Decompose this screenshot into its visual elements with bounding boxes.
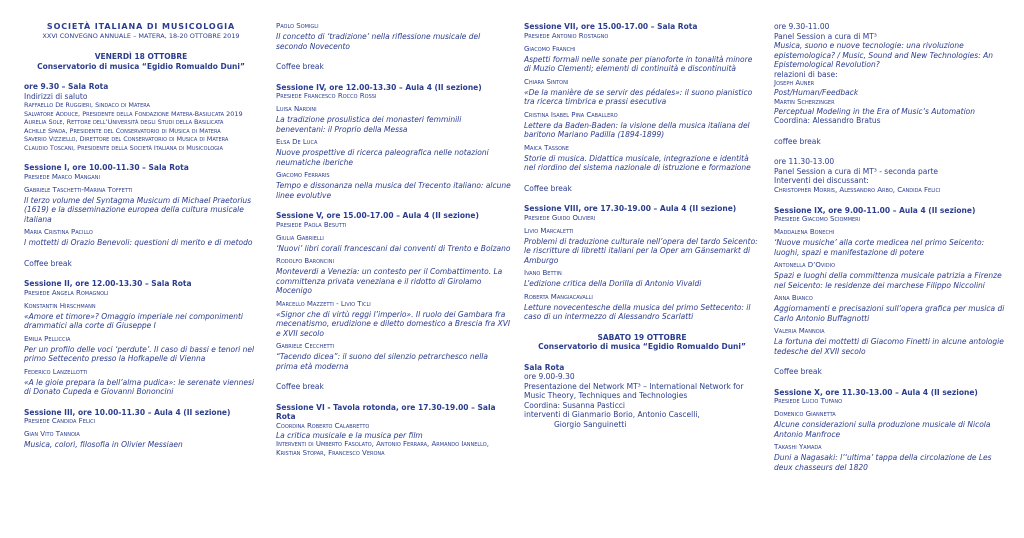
session-line: Claudio Toscani, Presidente della Società Italiana di Musicologia xyxy=(24,143,223,152)
session-chair: Presiede Guido Olivieri xyxy=(524,213,596,222)
paper-title: Aggiornamenti e precisazioni sull’opera grafica per musica di Carlo Antonio Buffagnotti xyxy=(774,304,1005,323)
paper-author: Cristina Isabel Pina Caballero xyxy=(524,110,618,119)
paper-author: Valeria Mannoia xyxy=(774,327,825,335)
program-column-4 xyxy=(774,22,1010,472)
paper-entry xyxy=(276,300,512,339)
day-heading-line: Conservatorio di musica “Egidio Romualdo Duni” xyxy=(538,342,746,351)
coffee-break xyxy=(276,382,512,392)
coffee-break-label: Coffee break xyxy=(276,382,324,391)
paper-entry xyxy=(774,261,1010,290)
paper-author: Maddalena Bonechi xyxy=(774,228,835,236)
session-title: Sala Rota xyxy=(524,362,565,372)
coffee-break-label: Coffee break xyxy=(524,183,572,193)
session-line: Joseph Auner xyxy=(774,79,815,87)
session-line: Perceptual Modeling in the Era of Music’s Automation xyxy=(774,106,976,116)
paper-title: Lettere da Baden-Baden: la visione della musica italiana del baritono Mariano Padilla (1894-1899) xyxy=(524,120,750,139)
session-line: Indirizzi di saluto xyxy=(24,91,88,101)
conference-subtitle: XXVI CONVEGNO ANNUALE – MATERA, 18-20 OTTOBRE 2019 xyxy=(42,32,240,40)
paper-title: Tempo e dissonanza nella musica del Trecento italiano: alcune linee evolutive xyxy=(276,181,511,200)
paper-entry xyxy=(774,327,1010,356)
day-heading-line: SABATO 19 OTTOBRE xyxy=(597,332,687,342)
program-column-1 xyxy=(24,22,258,450)
session-line: ore 11.30-13.00 xyxy=(774,157,835,166)
paper-entry xyxy=(276,234,512,254)
paper-entry xyxy=(774,294,1010,323)
paper-title: La tradizione prosulistica dei monasteri femminili beneventani: il Proprio della Messa xyxy=(276,115,462,134)
program-column-2 xyxy=(276,22,512,458)
paper-entry xyxy=(774,228,1010,257)
paper-title: «Signor che di virtù reggi l’imperio». Il ruolo dei Gambara fra mecenatismo, erudizione e diletto domestico a Brescia fra XVI e XVII secolo xyxy=(276,309,511,338)
paper-author: Luisa Nardini xyxy=(276,105,317,113)
coffee-break xyxy=(276,62,512,72)
paper-entry xyxy=(276,105,512,134)
paper-entry xyxy=(24,228,258,248)
session-line: Interventi dei discussant: xyxy=(774,176,869,185)
session-line: ore 9.30-11.00 xyxy=(774,22,830,31)
session-line: Presentazione del Network MT³ – International Network for Music Theory, Techniques and Technologies xyxy=(524,381,744,400)
paper-author: Federico Lanzellotti xyxy=(24,367,88,376)
paper-title: La fortuna dei mottetti di Giacomo Finetti in alcune antologie tedesche del XVII secolo xyxy=(774,337,1004,356)
paper-author: Maica Tassone xyxy=(524,143,569,152)
paper-author: Gian Vito Tannoia xyxy=(24,430,80,438)
paper-author: Giulia Gabrielli xyxy=(276,233,324,242)
session-line: Salvatore Adduce, Presidente della Fondazione Matera-Basilicata 2019 xyxy=(24,109,243,118)
paper-title: Storie di musica. Didattica musicale, integrazione e identità nel riordino del sistema nazionale di istruzione e formazione xyxy=(524,153,751,172)
session-title: Sessione VIII, ore 17.30-19.00 – Aula 4 (II sezione) xyxy=(524,204,737,213)
session-block xyxy=(276,211,512,371)
paper-author: Elsa De Luca xyxy=(276,138,318,146)
paper-entry xyxy=(24,430,258,450)
session-title: Sessione X, ore 11.30-13.00 – Aula 4 (II sezione) xyxy=(774,387,978,397)
paper-author: Rodolfo Baroncini xyxy=(276,257,334,265)
session-block xyxy=(774,206,1010,357)
paper-title: Il concetto di ‘tradizione’ nella riflessione musicale del secondo Novecento xyxy=(276,32,481,51)
session-line: Achille Spada, Presidente del Conservatorio di Musica di Matera xyxy=(24,126,221,135)
session-line: Post/Human/Feedback xyxy=(774,88,859,97)
paper-title: Nuove prospettive di ricerca paleografica nelle notazioni neumatiche iberiche xyxy=(276,148,489,167)
paper-entry xyxy=(24,368,258,397)
paper-title: L’edizione critica della Dorilla di Antonio Vivaldi xyxy=(524,279,702,288)
day-heading xyxy=(524,333,760,352)
society-title: SOCIETÀ ITALIANA DI MUSICOLOGIA xyxy=(46,22,236,31)
program-header xyxy=(24,22,258,41)
coffee-break-label: Coffee break xyxy=(276,62,324,71)
paper-author: Ivano Bettin xyxy=(524,269,562,277)
coffee-break xyxy=(24,259,258,269)
paper-title: Spazi e luoghi della committenza musicale patrizia a Firenze nel Seicento: le residenze dei marchese Filippo Niccolini xyxy=(774,271,1002,290)
session-line: Panel Session a cura di MT³ - seconda parte xyxy=(774,166,939,176)
paper-author: Antonella D’Ovidio xyxy=(774,261,836,269)
session-chair: Presiede Francesco Rocco Rossi xyxy=(276,92,377,100)
paper-entry xyxy=(24,302,258,331)
paper-title: «De la manière de se servir des pédales»: il suono pianistico tra ricerca timbrica e prassi esecutiva xyxy=(524,87,753,106)
session-line: interventi di Gianmario Borio, Antonio Cascelli, xyxy=(524,410,700,419)
paper-author: Marcello Mazzetti - Livio Ticli xyxy=(276,299,371,308)
paper-author: Emilia Pelliccia xyxy=(24,334,71,343)
session-chair: Presiede Antonio Rostagno xyxy=(524,31,609,40)
session-chair: Presiede Lucio Tufano xyxy=(774,397,843,405)
session-line: Christopher Morris, Alessandro Arbo, Candida Felici xyxy=(774,185,941,194)
session-line: relazioni di base: xyxy=(774,69,838,79)
session-line: ore 9.00-9.30 xyxy=(524,372,575,381)
paper-entry xyxy=(276,22,512,51)
session-title: Sessione VI - Tavola rotonda, ore 17.30-19.00 – Sala Rota xyxy=(276,402,496,421)
session-block xyxy=(524,22,760,173)
day-heading xyxy=(24,52,258,71)
coffee-break-label: Coffee break xyxy=(24,258,72,268)
session-chair: Presiede Giacomo Sciommeri xyxy=(774,215,861,223)
session-block xyxy=(524,363,760,430)
paper-title: Alcune considerazioni sulla produzione musicale di Nicola Antonio Manfroce xyxy=(774,420,991,439)
session-chair: Coordina Roberto Calabretto xyxy=(276,421,370,430)
paper-entry xyxy=(524,269,760,289)
session-chair: Presiede Paola Besutti xyxy=(276,220,347,229)
session-line: Musica, suono e nuove tecnologie: una rivoluzione epistemologica? / Music, Sound and New Technologies: An Epistemological Revolution? xyxy=(774,41,993,69)
paper-title: «Amore et timore»? Omaggio imperiale nei componimenti drammatici alla corte di Giuseppe I xyxy=(24,311,244,330)
paper-author: Anna Bianco xyxy=(774,294,813,302)
session-block xyxy=(276,403,512,459)
paper-author: Roberta Mangiacavalli xyxy=(524,292,593,301)
session-block xyxy=(774,388,1010,473)
paper-title: ‘Nuovi’ libri corali francescani dai conventi di Trento e Bolzano xyxy=(276,243,511,253)
paper-entry xyxy=(24,335,258,364)
paper-entry xyxy=(524,144,760,173)
session-line: Saverio Vizziello, Direttore del Conservatorio di Musica di Matera xyxy=(24,135,229,143)
paper-author: Giacomo Franchi xyxy=(524,44,576,53)
paper-author: Konstantin Hirschmann xyxy=(24,301,96,310)
paper-title: Musica, colori, filosofia in Olivier Messiaen xyxy=(24,440,183,449)
session-title: Sessione V, ore 15.00-17.00 – Aula 4 (II sezione) xyxy=(276,211,479,220)
session-line: Interventi di Umberto Fasolato, Antonio Ferrara, Armando Iannello, Kristian Stopar, Francesco Verona xyxy=(276,440,489,457)
day-heading-line: Conservatorio di musica “Egidio Romualdo Duni” xyxy=(37,61,245,71)
session-chair: Presiede Marco Mangani xyxy=(24,172,100,181)
program-column-3 xyxy=(524,22,760,429)
paper-author: Gabriele Cecchetti xyxy=(276,342,334,350)
session-chair: Presiede Angela Romagnoli xyxy=(24,288,109,297)
paper-title: Duni a Nagasaki: l’‘ultima’ tappa della circolazione de Les deux chasseurs del 1820 xyxy=(774,453,992,472)
paper-author: Gabriele Taschetti-Marina Toffetti xyxy=(24,185,133,194)
paper-entry xyxy=(276,257,512,296)
session-chair: Presiede Candida Felici xyxy=(24,417,96,425)
paper-title: “Tacendo dicea”: il suono del silenzio petrarchesco nella prima età moderna xyxy=(276,352,488,371)
session-title: Sessione I, ore 10.00-11.30 – Sala Rota xyxy=(24,163,189,172)
session-line: Panel Session a cura di MT³ xyxy=(774,31,877,41)
paper-title: Per un profilo delle voci ‘perdute’. Il caso di bassi e tenori nel primo Settecento presso la Hofkapelle di Vienna xyxy=(24,344,255,363)
session-line: Raffaello De Ruggieri, Sindaco di Matera xyxy=(24,101,150,109)
coffee-break xyxy=(774,367,1010,377)
paper-entry xyxy=(276,138,512,167)
session-block xyxy=(276,83,512,201)
session-block xyxy=(276,22,512,51)
coffee-break xyxy=(524,184,760,194)
session-block xyxy=(24,279,258,397)
session-title: Sessione VII, ore 15.00-17.00 – Sala Rota xyxy=(524,22,698,31)
session-block xyxy=(24,82,258,152)
paper-title: Problemi di traduzione culturale nell’opera del tardo Seicento: le riscritture di libretti italiani per la Oper am Gänsemarkt di Amburgo xyxy=(524,236,758,265)
session-line: Coordina: Alessandro Bratus xyxy=(774,116,881,125)
paper-entry xyxy=(276,342,512,371)
session-block xyxy=(524,204,760,322)
paper-entry xyxy=(24,186,258,225)
paper-title: Letture novecentesche della musica del primo Settecento: il caso di un intermezzo di Alessandro Scarlatti xyxy=(524,302,751,321)
session-block xyxy=(24,408,258,450)
paper-entry xyxy=(524,111,760,140)
paper-entry xyxy=(774,410,1010,439)
paper-entry xyxy=(524,45,760,74)
paper-entry xyxy=(774,443,1010,472)
paper-title: I mottetti di Orazio Benevoli: questioni di merito e di metodo xyxy=(24,238,253,247)
session-title: ore 9.30 – Sala Rota xyxy=(24,82,109,91)
session-line: Aurelia Sole, Rettore dell’Università degli Studi della Basilicata xyxy=(24,118,224,126)
session-block xyxy=(774,157,1010,195)
paper-title: ‘Nuove musiche’ alla corte medicea nel primo Seicento: luoghi, spazi e manifestazione di potere xyxy=(774,238,985,257)
session-title: Sessione II, ore 12.00-13.30 – Sala Rota xyxy=(24,279,192,288)
paper-author: Domenico Giannetta xyxy=(774,410,836,418)
session-title: Sessione III, ore 10.00-11.30 – Aula 4 (II sezione) xyxy=(24,407,231,417)
paper-author: Chiara Sintoni xyxy=(524,77,569,86)
paper-author: Paolo Somigli xyxy=(276,22,319,30)
session-title: Sessione IV, ore 12.00-13.30 – Aula 4 (II sezione) xyxy=(276,82,482,92)
paper-entry xyxy=(524,293,760,322)
paper-title: Monteverdi a Venezia: un contesto per il Combattimento. La committenza privata veneziana e il ridotto di Girolamo Mocenigo xyxy=(276,267,503,295)
session-line: La critica musicale e la musica per film xyxy=(276,430,423,440)
session-block xyxy=(774,22,1010,126)
paper-title: Il terzo volume del Syntagma Musicum di Michael Praetorius (1619) e la disseminazione europea della cultura musicale italiana xyxy=(24,195,252,224)
paper-author: Takashi Yamada xyxy=(774,443,822,451)
paper-title: Aspetti formali nelle sonate per pianoforte in tonalità minore di Muzio Clementi; elementi di continuità e discontinuità xyxy=(524,54,753,73)
session-line: Martin Scherzinger xyxy=(774,97,835,106)
coffee-break-label: Coffee break xyxy=(774,367,822,376)
paper-entry xyxy=(524,78,760,107)
session-title: Sessione IX, ore 9.00-11.00 – Aula 4 (II sezione) xyxy=(774,205,976,215)
paper-entry xyxy=(276,171,512,200)
paper-entry xyxy=(524,227,760,266)
coffee-break-label: coffee break xyxy=(774,136,821,146)
session-block xyxy=(24,163,258,248)
session-line: Coordina: Susanna Pasticci xyxy=(524,400,626,410)
paper-title: «A le gioie prepara la bell’alma pudica»: le serenate viennesi di Donato Cupeda e Giovanni Bononcini xyxy=(24,377,255,396)
coffee-break xyxy=(774,137,1010,147)
paper-author: Livio Marcaletti xyxy=(524,226,574,235)
paper-author: Maria Cristina Pacillo xyxy=(24,228,93,236)
paper-author: Giacomo Ferraris xyxy=(276,171,330,179)
session-line: Giorgio Sanguinetti xyxy=(554,419,627,429)
day-heading-line: VENERDÌ 18 OTTOBRE xyxy=(94,52,188,61)
